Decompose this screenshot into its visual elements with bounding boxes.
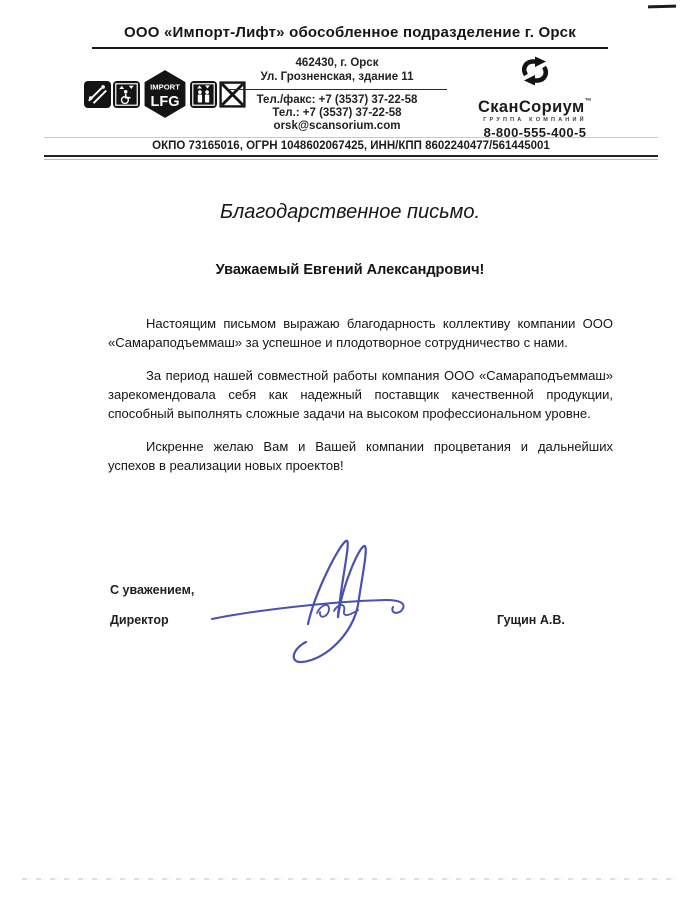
signer-position: Директор (110, 613, 169, 627)
paragraph-gratitude: Настоящим письмом выражаю благодарность коллективу компании ООО «Самараподъеммаш» за успешное и плодотворное сотрудничество с нами. (108, 316, 613, 350)
requisites-text: ОКПО 73165016, ОГРН 1048602067425, ИНН/КПП 8602240477/561445001 (152, 140, 550, 152)
escalator-icon (84, 81, 111, 108)
requisites-underline-dark (44, 155, 658, 157)
paragraph-wishes: Искренне желаю Вам и Вашей компании процветания и дальнейших успехов в реализации новых проектов! (108, 439, 613, 473)
salutation-line: Уважаемый Евгений Александрович! (215, 262, 485, 278)
phone-fax-line: Тел./факс: +7 (3537) 37-22-58 (256, 94, 418, 106)
svg-text:LFG: LFG (150, 93, 180, 110)
trademark-mark: ™ (584, 98, 593, 105)
scansorium-brand-block (452, 56, 618, 140)
brand-hotline-number: 8-800-555-400-5 (483, 125, 587, 140)
svg-text:IMPORT: IMPORT (150, 82, 180, 92)
requisites-band (44, 137, 658, 160)
elevator-passengers-icon (190, 81, 217, 108)
paragraph-cooperation: За период нашей совместной работы компания ООО «Самараподъеммаш» зарекомендовала себя как надежный поставщик качественной продукции, способный выполнять сложные задачи на высоком профессиональном уровне. (108, 368, 613, 421)
address-contact-block (227, 57, 447, 133)
signer-name: Гущин А.В. (497, 613, 565, 627)
email-text: orsk@scansorium.com (273, 120, 401, 132)
scan-artifact-dash (648, 5, 676, 8)
contact-divider (227, 89, 447, 90)
letter-body (108, 314, 613, 489)
handwritten-signature (190, 532, 470, 672)
import-lift-logo-strip (84, 68, 246, 120)
recycle-arrows-icon (513, 73, 557, 90)
organization-name-line: ООО «Импорт-Лифт» обособленное подразделение г. Орск (124, 24, 576, 41)
brand-subtitle: ГРУППА КОМПАНИЙ (483, 117, 587, 123)
wheelchair-lift-icon (113, 81, 140, 108)
scan-artifact-noise-line (22, 878, 680, 880)
postal-address-line: 462430, г. Орск (295, 57, 379, 69)
header-underline (92, 47, 608, 49)
letter-title: Благодарственное письмо. (219, 201, 481, 223)
street-address-line: Ул. Грозненская, здание 11 (260, 70, 414, 83)
requisites-underline-gray (44, 159, 658, 160)
import-lift-hexagon-logo (142, 69, 188, 119)
phone-line: Тел.: +7 (3537) 37-22-58 (272, 107, 402, 119)
closing-line: С уважением, (110, 583, 195, 597)
brand-name: СканСориум™ (477, 98, 593, 116)
